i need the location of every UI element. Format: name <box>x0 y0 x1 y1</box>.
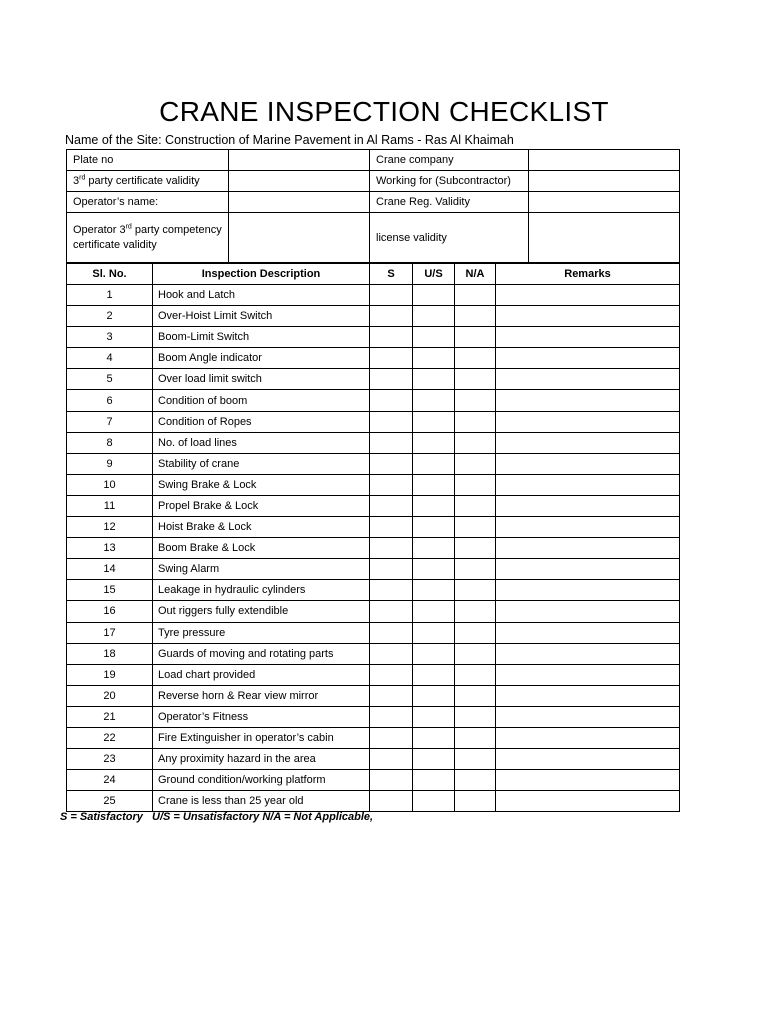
satisfactory-cell[interactable] <box>370 622 413 643</box>
checklist-row <box>67 664 680 685</box>
unsatisfactory-cell[interactable] <box>413 601 455 622</box>
unsatisfactory-cell[interactable] <box>413 453 455 474</box>
satisfactory-cell[interactable] <box>370 432 413 453</box>
sl-no-cell: 23 <box>67 749 153 770</box>
remarks-cell[interactable] <box>496 538 680 559</box>
sl-no-cell: 17 <box>67 622 153 643</box>
unsatisfactory-cell[interactable] <box>413 474 455 495</box>
remarks-cell[interactable] <box>496 664 680 685</box>
info-row <box>67 213 680 263</box>
not-applicable-cell[interactable] <box>455 453 496 474</box>
inspection-checklist-table <box>66 263 680 812</box>
satisfactory-cell[interactable] <box>370 390 413 411</box>
not-applicable-cell[interactable] <box>455 643 496 664</box>
remarks-header: Remarks <box>496 264 680 285</box>
not-applicable-cell[interactable] <box>455 622 496 643</box>
crane-reg-validity-label: Crane Reg. Validity <box>370 192 529 213</box>
sl-no-cell: 22 <box>67 727 153 748</box>
sl-no-cell: 1 <box>67 285 153 306</box>
remarks-cell[interactable] <box>496 685 680 706</box>
unsatisfactory-cell[interactable] <box>413 770 455 791</box>
sl-no-cell: 21 <box>67 706 153 727</box>
not-applicable-cell[interactable] <box>455 538 496 559</box>
satisfactory-cell[interactable] <box>370 348 413 369</box>
not-applicable-cell[interactable] <box>455 685 496 706</box>
not-applicable-cell[interactable] <box>455 306 496 327</box>
satisfactory-cell[interactable] <box>370 791 413 812</box>
inspection-description-cell: Guards of moving and rotating parts <box>153 643 370 664</box>
unsatisfactory-cell[interactable] <box>413 495 455 516</box>
remarks-cell[interactable] <box>496 517 680 538</box>
satisfactory-header: S <box>370 264 413 285</box>
inspection-description-cell: Load chart provided <box>153 664 370 685</box>
sl-no-cell: 19 <box>67 664 153 685</box>
inspection-description-cell: Boom Angle indicator <box>153 348 370 369</box>
inspection-description-cell: Fire Extinguisher in operator’s cabin <box>153 727 370 748</box>
inspection-description-cell: Swing Brake & Lock <box>153 474 370 495</box>
not-applicable-header: N/A <box>455 264 496 285</box>
checklist-row <box>67 327 680 348</box>
unsatisfactory-cell[interactable] <box>413 306 455 327</box>
satisfactory-cell[interactable] <box>370 643 413 664</box>
checklist-row <box>67 285 680 306</box>
not-applicable-cell[interactable] <box>455 432 496 453</box>
not-applicable-cell[interactable] <box>455 727 496 748</box>
unsatisfactory-cell[interactable] <box>413 390 455 411</box>
sl-no-cell: 12 <box>67 517 153 538</box>
sl-no-cell: 3 <box>67 327 153 348</box>
sl-no-cell: 15 <box>67 580 153 601</box>
inspection-description-cell: Over load limit switch <box>153 369 370 390</box>
sl-no-cell: 4 <box>67 348 153 369</box>
sl-no-cell: 9 <box>67 453 153 474</box>
sl-no-cell: 8 <box>67 432 153 453</box>
inspection-description-cell: Operator’s Fitness <box>153 706 370 727</box>
satisfactory-cell[interactable] <box>370 601 413 622</box>
operator-competency-label: Operator 3rd party competency certificate validity <box>67 213 229 263</box>
unsatisfactory-cell[interactable] <box>413 559 455 580</box>
remarks-cell[interactable] <box>496 348 680 369</box>
sl-no-cell: 11 <box>67 495 153 516</box>
checklist-body <box>67 285 680 812</box>
checklist-row <box>67 622 680 643</box>
document-title: CRANE INSPECTION CHECKLIST <box>159 96 609 127</box>
legend-note: S = Satisfactory U/S = Unsatisfactory N/A = Not Applicable, <box>60 811 374 823</box>
unsatisfactory-cell[interactable] <box>413 432 455 453</box>
inspection-description-cell: No. of load lines <box>153 432 370 453</box>
remarks-cell[interactable] <box>496 727 680 748</box>
not-applicable-cell[interactable] <box>455 664 496 685</box>
satisfactory-cell[interactable] <box>370 369 413 390</box>
not-applicable-cell[interactable] <box>455 495 496 516</box>
not-applicable-cell[interactable] <box>455 580 496 601</box>
sl-no-cell: 6 <box>67 390 153 411</box>
third-party-cert-field[interactable] <box>229 171 370 192</box>
inspection-description-cell: Condition of Ropes <box>153 411 370 432</box>
satisfactory-cell[interactable] <box>370 453 413 474</box>
unsatisfactory-cell[interactable] <box>413 685 455 706</box>
remarks-cell[interactable] <box>496 453 680 474</box>
sl-no-cell: 18 <box>67 643 153 664</box>
satisfactory-cell[interactable] <box>370 285 413 306</box>
sl-no-cell: 13 <box>67 538 153 559</box>
remarks-cell[interactable] <box>496 601 680 622</box>
satisfactory-cell[interactable] <box>370 495 413 516</box>
sl-no-cell: 20 <box>67 685 153 706</box>
not-applicable-cell[interactable] <box>455 390 496 411</box>
inspection-description-cell: Condition of boom <box>153 390 370 411</box>
inspection-description-cell: Hook and Latch <box>153 285 370 306</box>
not-applicable-cell[interactable] <box>455 601 496 622</box>
crane-company-field[interactable] <box>529 150 680 171</box>
inspection-description-cell: Out riggers fully extendible <box>153 601 370 622</box>
not-applicable-cell[interactable] <box>455 327 496 348</box>
inspection-description-cell: Over-Hoist Limit Switch <box>153 306 370 327</box>
third-party-cert-label: 3rd party certificate validity <box>67 171 229 192</box>
info-row <box>67 150 680 171</box>
not-applicable-cell[interactable] <box>455 770 496 791</box>
remarks-cell[interactable] <box>496 495 680 516</box>
unsatisfactory-cell[interactable] <box>413 327 455 348</box>
remarks-cell[interactable] <box>496 432 680 453</box>
not-applicable-cell[interactable] <box>455 706 496 727</box>
unsatisfactory-cell[interactable] <box>413 580 455 601</box>
checklist-row <box>67 348 680 369</box>
remarks-cell[interactable] <box>496 791 680 812</box>
checklist-row <box>67 685 680 706</box>
checklist-row <box>67 432 680 453</box>
not-applicable-cell[interactable] <box>455 791 496 812</box>
checklist-row <box>67 559 680 580</box>
checklist-header-row <box>67 264 680 285</box>
remarks-cell[interactable] <box>496 749 680 770</box>
unsatisfactory-cell[interactable] <box>413 369 455 390</box>
checklist-row <box>67 495 680 516</box>
remarks-cell[interactable] <box>496 411 680 432</box>
unsatisfactory-cell[interactable] <box>413 285 455 306</box>
plate-no-label: Plate no <box>67 150 229 171</box>
remarks-cell[interactable] <box>496 622 680 643</box>
not-applicable-cell[interactable] <box>455 474 496 495</box>
inspection-description-cell: Hoist Brake & Lock <box>153 517 370 538</box>
checklist-row <box>67 474 680 495</box>
unsatisfactory-cell[interactable] <box>413 348 455 369</box>
license-validity-field[interactable] <box>529 213 680 263</box>
operator-name-field[interactable] <box>229 192 370 213</box>
unsatisfactory-cell[interactable] <box>413 643 455 664</box>
inspection-description-cell: Leakage in hydraulic cylinders <box>153 580 370 601</box>
plate-no-field[interactable] <box>229 150 370 171</box>
checklist-row <box>67 390 680 411</box>
checklist-row <box>67 770 680 791</box>
remarks-cell[interactable] <box>496 559 680 580</box>
checklist-row <box>67 369 680 390</box>
inspection-description-cell: Any proximity hazard in the area <box>153 749 370 770</box>
checklist-row <box>67 306 680 327</box>
inspection-description-cell: Stability of crane <box>153 453 370 474</box>
unsatisfactory-cell[interactable] <box>413 791 455 812</box>
satisfactory-cell[interactable] <box>370 727 413 748</box>
inspection-description-cell: Propel Brake & Lock <box>153 495 370 516</box>
sl-no-cell: 2 <box>67 306 153 327</box>
checklist-row <box>67 538 680 559</box>
inspection-description-cell: Swing Alarm <box>153 559 370 580</box>
remarks-cell[interactable] <box>496 580 680 601</box>
unsatisfactory-cell[interactable] <box>413 727 455 748</box>
crane-info-table <box>66 149 680 263</box>
info-row <box>67 192 680 213</box>
sl-no-cell: 10 <box>67 474 153 495</box>
checklist-row <box>67 580 680 601</box>
checklist-row <box>67 601 680 622</box>
checklist-row <box>67 517 680 538</box>
inspection-description-cell: Crane is less than 25 year old <box>153 791 370 812</box>
remarks-cell[interactable] <box>496 706 680 727</box>
checklist-row <box>67 706 680 727</box>
satisfactory-cell[interactable] <box>370 474 413 495</box>
remarks-cell[interactable] <box>496 770 680 791</box>
sl-no-cell: 5 <box>67 369 153 390</box>
sl-no-header: Sl. No. <box>67 264 153 285</box>
sl-no-cell: 7 <box>67 411 153 432</box>
checklist-row <box>67 453 680 474</box>
remarks-cell[interactable] <box>496 306 680 327</box>
working-for-label: Working for (Subcontractor) <box>370 171 529 192</box>
license-validity-label: license validity <box>370 213 529 263</box>
description-header: Inspection Description <box>153 264 370 285</box>
remarks-cell[interactable] <box>496 369 680 390</box>
unsatisfactory-cell[interactable] <box>413 706 455 727</box>
not-applicable-cell[interactable] <box>455 517 496 538</box>
satisfactory-cell[interactable] <box>370 706 413 727</box>
sl-no-cell: 25 <box>67 791 153 812</box>
remarks-cell[interactable] <box>496 285 680 306</box>
satisfactory-cell[interactable] <box>370 538 413 559</box>
remarks-cell[interactable] <box>496 327 680 348</box>
satisfactory-cell[interactable] <box>370 580 413 601</box>
satisfactory-cell[interactable] <box>370 749 413 770</box>
satisfactory-cell[interactable] <box>370 411 413 432</box>
unsatisfactory-header: U/S <box>413 264 455 285</box>
not-applicable-cell[interactable] <box>455 348 496 369</box>
checklist-row <box>67 749 680 770</box>
satisfactory-cell[interactable] <box>370 559 413 580</box>
inspection-description-cell: Boom Brake & Lock <box>153 538 370 559</box>
inspection-description-cell: Tyre pressure <box>153 622 370 643</box>
unsatisfactory-cell[interactable] <box>413 538 455 559</box>
operator-competency-field[interactable] <box>229 213 370 263</box>
unsatisfactory-cell[interactable] <box>413 411 455 432</box>
satisfactory-cell[interactable] <box>370 664 413 685</box>
inspection-description-cell: Boom-Limit Switch <box>153 327 370 348</box>
not-applicable-cell[interactable] <box>455 369 496 390</box>
sl-no-cell: 24 <box>67 770 153 791</box>
not-applicable-cell[interactable] <box>455 559 496 580</box>
satisfactory-cell[interactable] <box>370 306 413 327</box>
unsatisfactory-cell[interactable] <box>413 517 455 538</box>
checklist-row <box>67 411 680 432</box>
unsatisfactory-cell[interactable] <box>413 664 455 685</box>
unsatisfactory-cell[interactable] <box>413 622 455 643</box>
satisfactory-cell[interactable] <box>370 770 413 791</box>
working-for-field[interactable] <box>529 171 680 192</box>
checklist-row <box>67 643 680 664</box>
sl-no-cell: 14 <box>67 559 153 580</box>
inspection-description-cell: Ground condition/working platform <box>153 770 370 791</box>
unsatisfactory-cell[interactable] <box>413 749 455 770</box>
satisfactory-cell[interactable] <box>370 517 413 538</box>
site-name-line: Name of the Site: Construction of Marine Pavement in Al Rams - Ras Al Khaimah <box>65 133 514 147</box>
not-applicable-cell[interactable] <box>455 411 496 432</box>
info-row <box>67 171 680 192</box>
remarks-cell[interactable] <box>496 390 680 411</box>
satisfactory-cell[interactable] <box>370 685 413 706</box>
crane-reg-validity-field[interactable] <box>529 192 680 213</box>
checklist-row <box>67 727 680 748</box>
inspection-description-cell: Reverse horn & Rear view mirror <box>153 685 370 706</box>
crane-company-label: Crane company <box>370 150 529 171</box>
satisfactory-cell[interactable] <box>370 327 413 348</box>
not-applicable-cell[interactable] <box>455 285 496 306</box>
remarks-cell[interactable] <box>496 643 680 664</box>
sl-no-cell: 16 <box>67 601 153 622</box>
operator-name-label: Operator’s name: <box>67 192 229 213</box>
remarks-cell[interactable] <box>496 474 680 495</box>
not-applicable-cell[interactable] <box>455 749 496 770</box>
